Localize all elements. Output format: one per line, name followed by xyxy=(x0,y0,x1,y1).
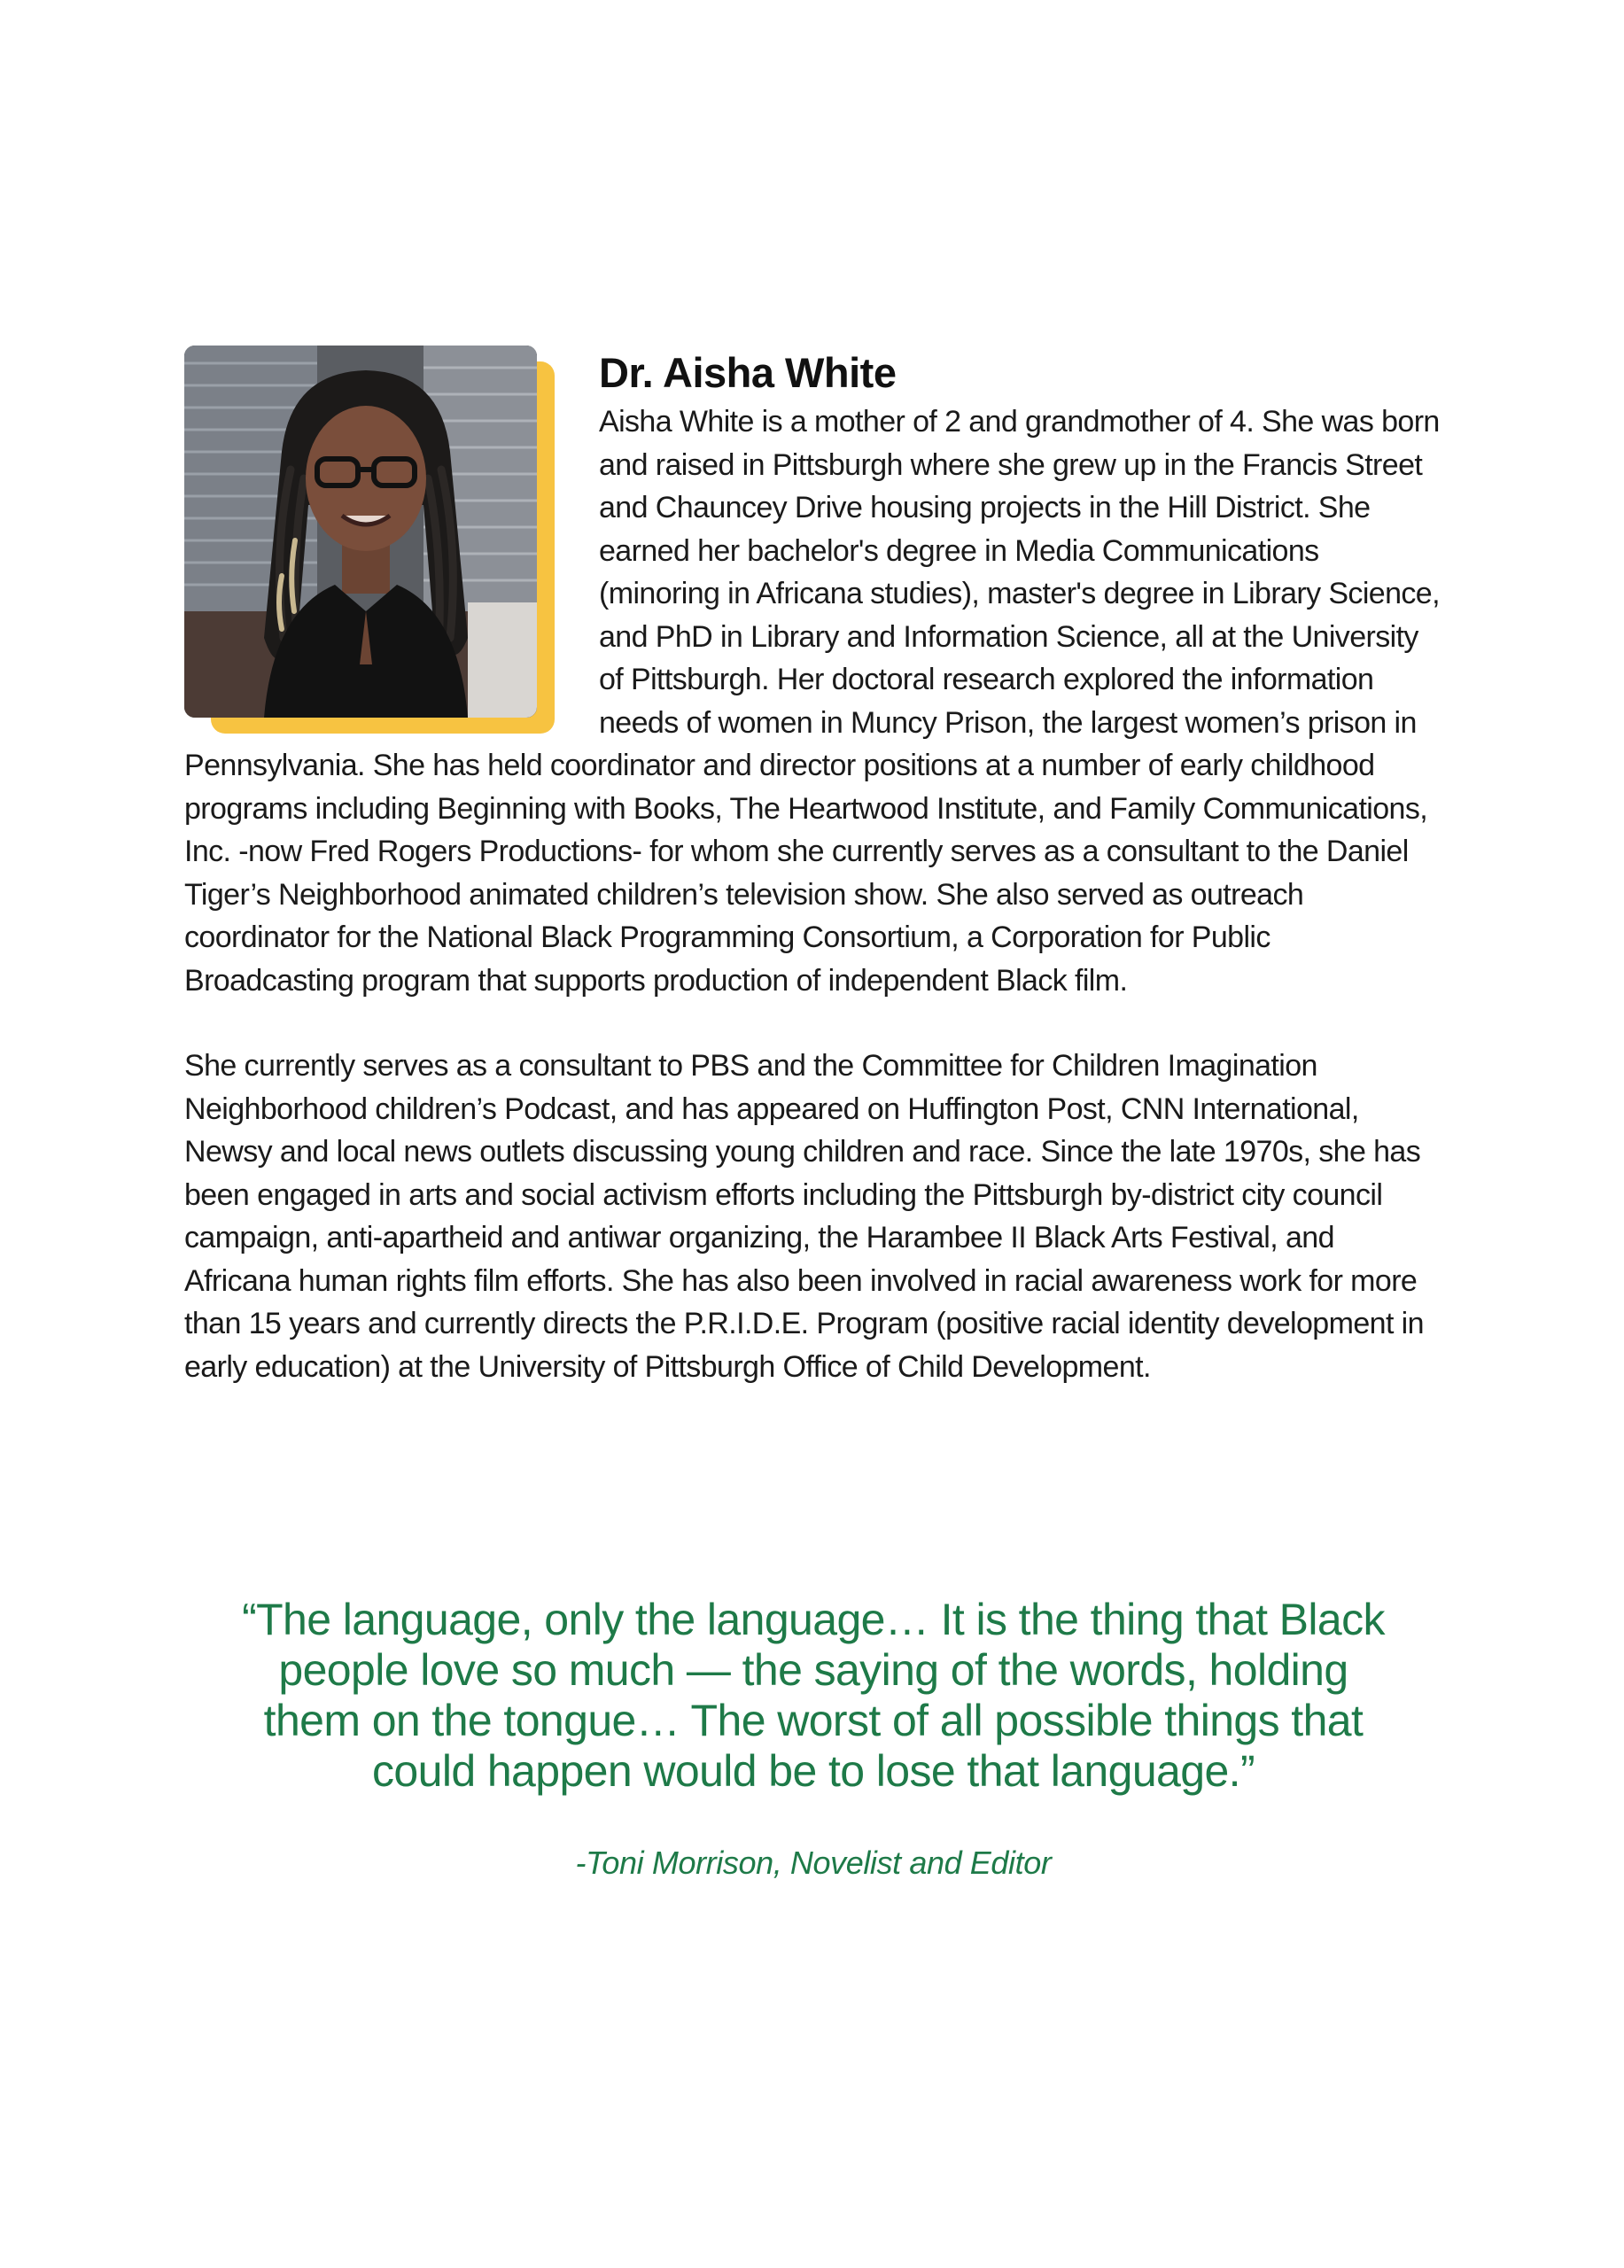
portrait-frame xyxy=(184,346,555,735)
bio-paragraph-1: Aisha White is a mother of 2 and grandmother of 4. She was born and raised in Pittsburgh where she grew up in the Francis Street and Chauncey Drive housing projects in the Hill District. She earned her bachelor's degree in Media Communications (minoring in Africana studies), master's degree in Library Science, and PhD in Library and Information Science, all at the University of Pittsburgh. Her doctoral research explored the information needs of women in Muncy Prison, the largest women’s prison in Pennsylvania. She has held coordinator and director positions at a number of early childhood programs including Beginning with Books, The Heartwood Institute, and Family Communications, Inc. -now Fred Rogers Productions- for whom she currently serves as a consultant to the Daniel Tiger’s Neighborhood animated children’s television show. She also served as outreach coordinator for the National Black Programming Consortium, a Corporation for Public Broadcasting program that supports production of independent Black film. xyxy=(184,405,1440,998)
quote-attribution: -Toni Morrison, Novelist and Editor xyxy=(575,1845,1052,1881)
portrait-illustration xyxy=(184,346,537,718)
quote-section xyxy=(184,1595,1442,1884)
bio-paragraph-2: She currently serves as a consultant to PBS and the Committee for Children Imagination Neighborhood children’s Podcast, and has appeared on Huffington Post, CNN International, Newsy and local news outlets discussing young children and race. Since the late 1970s, she has been engaged in arts and social activism efforts including the Pittsburgh by-district city council campaign, anti-apartheid and antiwar organizing, the Harambee II Black Arts Festival, and Africana human rights film efforts. She has also been involved in racial awareness work for more than 15 years and currently directs the P.R.I.D.E. Program (positive racial identity development in early education) at the University of Pittsburgh Office of Child Development. xyxy=(184,1049,1424,1384)
quote-text: “The language, only the language… It is the thing that Black people love so much — the saying of the words, holding them on the tongue… The worst of all possible things that could happen would be to lose that language.” xyxy=(242,1595,1385,1796)
bio-section xyxy=(184,346,1442,1388)
profile-name: Dr. Aisha White xyxy=(599,349,897,396)
portrait-photo xyxy=(184,346,537,718)
